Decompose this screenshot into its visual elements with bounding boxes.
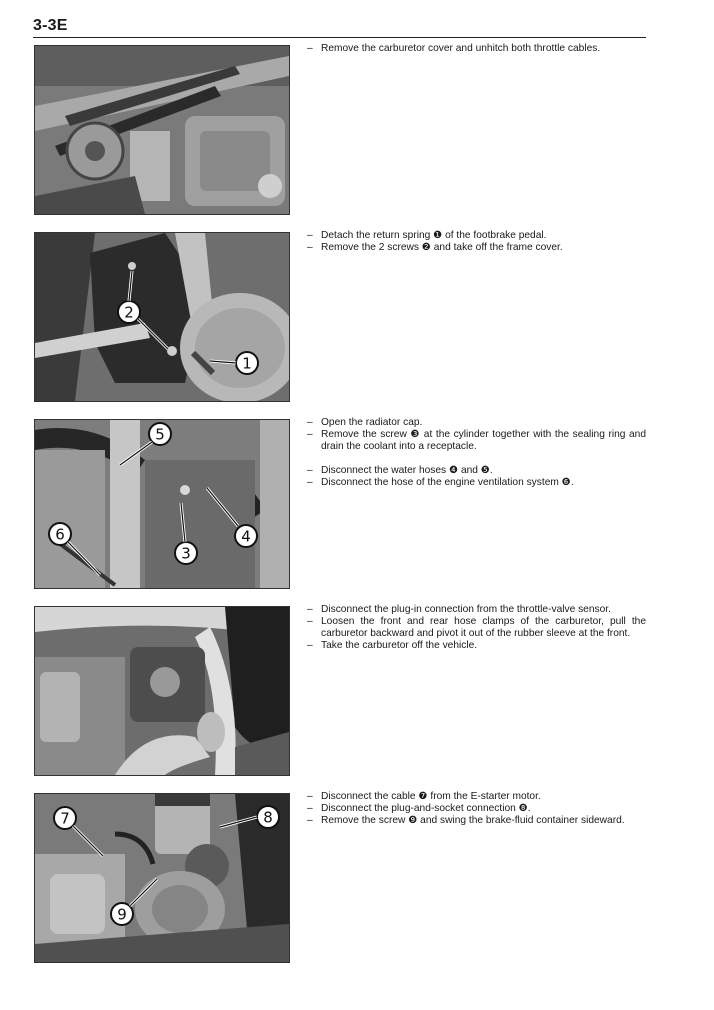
step-item: – Detach the return spring ❶ of the footbrake pedal. <box>307 230 646 242</box>
header-rule <box>33 37 646 38</box>
step-item: – Remove the screw ❸ at the cylinder together with the sealing ring and drain the coolant into a receptacle. <box>307 429 646 453</box>
callout-3: 3 <box>181 544 191 563</box>
photo-e-starter <box>34 793 290 963</box>
step-item: – Take the carburetor off the vehicle. <box>307 640 646 652</box>
callout-2: 2 <box>124 303 134 322</box>
step-item: – Disconnect the cable ❼ from the E-starter motor. <box>307 791 646 803</box>
page-number: 3-3E <box>33 17 68 34</box>
callout-4: 4 <box>241 527 251 546</box>
instructions-section-3 <box>307 417 646 489</box>
callout-9: 9 <box>117 905 127 924</box>
instructions-section-4 <box>307 604 646 652</box>
callout-5: 5 <box>155 425 165 444</box>
step-item: – Disconnect the plug-and-socket connection ❽. <box>307 803 646 815</box>
callout-7: 7 <box>60 809 70 828</box>
instructions-section-2 <box>307 230 646 254</box>
step-item: – Disconnect the plug-in connection from the throttle-valve sensor. <box>307 604 646 616</box>
callout-1: 1 <box>242 354 252 373</box>
photo-carburetor-cover <box>34 45 290 215</box>
instructions-section-5 <box>307 791 646 827</box>
callout-6: 6 <box>55 525 65 544</box>
step-item: – Remove the carburetor cover and unhitch both throttle cables. <box>307 43 646 55</box>
step-item: – Disconnect the hose of the engine ventilation system ❻. <box>307 477 646 489</box>
step-item: – Remove the 2 screws ❷ and take off the frame cover. <box>307 242 646 254</box>
photo-footbrake <box>34 232 290 402</box>
step-item: – Disconnect the water hoses ❹ and ❺. <box>307 465 646 477</box>
step-item: – Loosen the front and rear hose clamps of the carburetor, pull the carburetor backward and pivot it out of the rubber sleeve at the front. <box>307 616 646 640</box>
photo-carburetor-removal <box>34 606 290 776</box>
step-item: – Remove the screw ❾ and swing the brake-fluid container sideward. <box>307 815 646 827</box>
photo-radiator <box>34 419 290 589</box>
spacer <box>307 453 646 465</box>
callout-8: 8 <box>263 808 273 827</box>
step-item: – Open the radiator cap. <box>307 417 646 429</box>
instructions-section-1 <box>307 43 646 55</box>
